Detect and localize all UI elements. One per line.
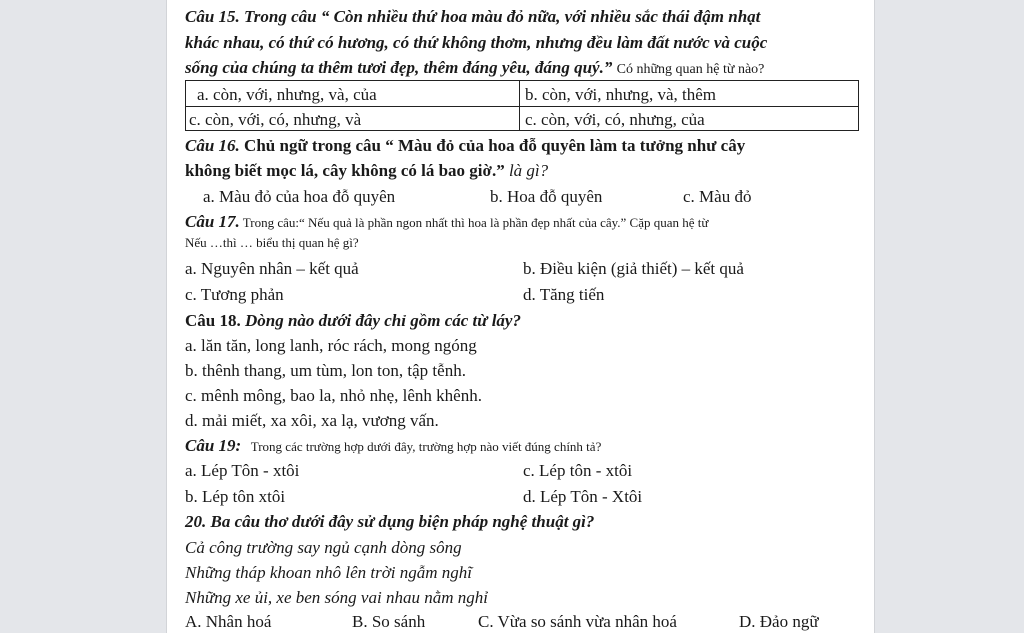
q20-poem-line-1: Cả công trường say ngủ cạnh dòng sông xyxy=(185,538,462,557)
q15-text-2: khác nhau, có thứ có hương, có thứ không thơm, nhưng đều làm đất nước và cuộc xyxy=(185,33,768,52)
q19-option-b: b. Lép tôn xtôi xyxy=(185,487,286,506)
q19-option-d: d. Lép Tôn - Xtôi xyxy=(523,487,643,506)
q15-text-1: Trong câu “ Còn nhiều thứ hoa màu đỏ nữa, với nhiều sắc thái đậm nhạt xyxy=(239,7,761,26)
q20-heading: 20. Ba câu thơ dưới đây sử dụng biện pháp nghệ thuật gì? xyxy=(185,512,595,531)
q17-line-1 xyxy=(185,213,708,231)
table-divider-horizontal xyxy=(186,106,858,107)
q16-option-a: a. Màu đỏ của hoa đỗ quyên xyxy=(203,187,396,206)
q15-option-b: b. còn, với, nhưng, và, thêm xyxy=(525,85,717,104)
q16-question: là gì? xyxy=(504,161,549,180)
q20-option-a: A. Nhân hoá xyxy=(185,612,272,631)
q16-text-1: Chủ ngữ trong câu “ Màu đỏ của hoa đỗ quyên làm ta tưởng như cây xyxy=(239,136,746,155)
q17-text-1: Trong câu:“ Nếu quả là phần ngon nhất thì hoa là phần đẹp nhất của cây.” Cặp quan hệ từ xyxy=(239,215,709,230)
q17-label: Câu 17. xyxy=(185,212,240,231)
q19-text-1: Trong các trường hợp dưới đây, trường hợp nào viết đúng chính tả? xyxy=(241,439,602,454)
q20-option-b: B. So sánh xyxy=(352,612,426,631)
q16-line-2 xyxy=(185,162,548,179)
q15-line-1 xyxy=(185,8,760,25)
q17-text-2: Nếu …thì … biểu thị quan hệ gì? xyxy=(185,235,359,250)
q19-label: Câu 19: xyxy=(185,436,242,455)
q18-label: Câu 18. xyxy=(185,311,241,330)
q15-options-table xyxy=(185,80,859,131)
q17-option-b: b. Điều kiện (giả thiết) – kết quả xyxy=(523,259,744,278)
q15-option-c1: c. còn, với, có, nhưng, và xyxy=(189,110,362,129)
q18-option-a: a. lăn tăn, long lanh, róc rách, mong ngóng xyxy=(185,336,477,355)
q16-line-1 xyxy=(185,137,745,154)
q18-line-1 xyxy=(185,312,521,329)
q20-poem-line-2: Những tháp khoan nhô lên trời ngẫm nghĩ xyxy=(185,563,473,582)
q15-text-3: sống của chúng ta thêm tươi đẹp, thêm đáng yêu, đáng quý.” xyxy=(185,58,617,77)
q15-option-c2: c. còn, với, có, nhưng, của xyxy=(525,110,705,129)
q20-option-c: C. Vừa so sánh vừa nhân hoá xyxy=(478,612,677,631)
q15-option-a: a. còn, với, nhưng, và, của xyxy=(197,85,377,104)
q20-option-d: D. Đảo ngữ xyxy=(739,612,819,631)
q19-option-a: a. Lép Tôn - xtôi xyxy=(185,461,300,480)
q19-option-c: c. Lép tôn - xtôi xyxy=(523,461,633,480)
q17-option-c: c. Tương phản xyxy=(185,285,284,304)
q16-option-b: b. Hoa đỗ quyên xyxy=(490,187,603,206)
q16-text-2: không biết mọc lá, cây không có lá bao giờ.” xyxy=(185,161,505,180)
q18-option-d: d. mải miết, xa xôi, xa lạ, vương vấn. xyxy=(185,411,439,430)
q15-label: Câu 15. xyxy=(185,7,240,26)
q19-line-1 xyxy=(185,437,601,455)
q15-question: Có những quan hệ từ nào? xyxy=(616,62,765,77)
q20-poem-line-3: Những xe ủi, xe ben sóng vai nhau nằm nghỉ xyxy=(185,588,488,607)
q18-option-c: c. mênh mông, bao la, nhỏ nhẹ, lênh khênh. xyxy=(185,386,482,405)
q18-option-b: b. thênh thang, um tùm, lon ton, tập tễnh. xyxy=(185,361,466,380)
q18-text-1: Dòng nào dưới đây chỉ gồm các từ láy? xyxy=(240,311,521,330)
q16-option-c: c. Màu đỏ xyxy=(683,187,752,206)
q15-line-3 xyxy=(185,59,764,77)
q17-option-a: a. Nguyên nhân – kết quả xyxy=(185,259,359,278)
q16-label: Câu 16. xyxy=(185,136,240,155)
q17-option-d: d. Tăng tiến xyxy=(523,285,605,304)
